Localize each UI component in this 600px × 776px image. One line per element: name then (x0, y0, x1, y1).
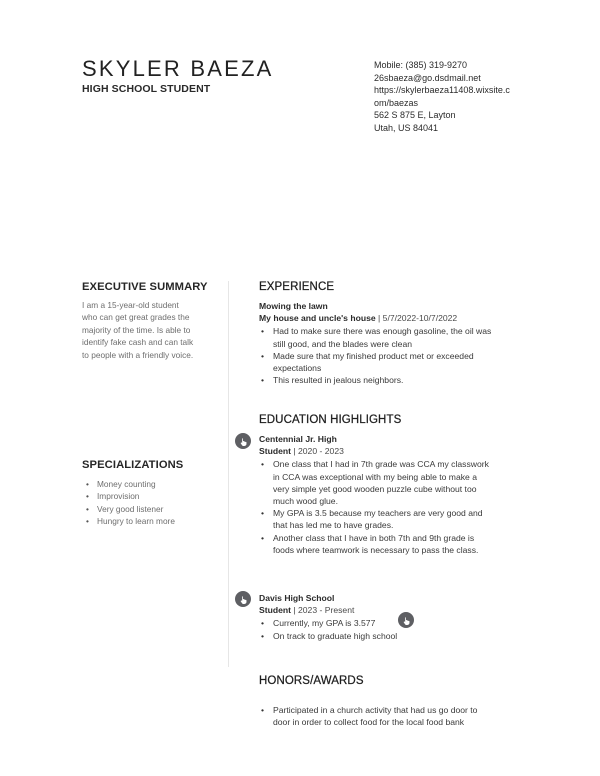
experience-bullets (259, 325, 539, 386)
education-dates: 2020 - 2023 (298, 446, 344, 457)
hand-pointer-icon[interactable] (398, 612, 414, 628)
summary-line: who can get great grades the (82, 312, 190, 323)
bullet-item (259, 458, 539, 507)
honors-heading: HONORS/AWARDS (259, 675, 364, 687)
contact-website-line1[interactable]: https://skylerbaeza11408.wixsite.c (374, 85, 510, 96)
bullet-item (259, 630, 539, 642)
executive-summary-text (82, 299, 222, 361)
bullet-line: • This resulted in jealous neighbors. (273, 375, 404, 386)
candidate-role: HIGH SCHOOL STUDENT (82, 83, 211, 95)
contact-block (374, 59, 544, 135)
specialization-item: • Hungry to learn more (86, 515, 175, 527)
executive-summary-heading: EXECUTIVE SUMMARY (82, 281, 208, 293)
contact-address-line1: 562 S 875 E, Layton (374, 110, 456, 121)
bullet-line: • My GPA is 3.5 because my teachers are very good and (273, 508, 483, 519)
contact-mobile: Mobile: (385) 319-9270 (374, 60, 468, 70)
experience-heading: EXPERIENCE (259, 281, 335, 293)
bullet-line: • Another class that I have in both 7th and 9th grade is (273, 532, 475, 543)
summary-line: I am a 15-year-old student (82, 300, 179, 310)
contact-email[interactable]: 26sbaeza@go.dsdmail.net (374, 72, 481, 83)
bullet-line: in CCA was exceptional with my being able to make a (273, 471, 477, 482)
bullet-line: • Currently, my GPA is 3.577 (273, 618, 376, 629)
education-bullets (259, 458, 539, 556)
bullet-line: foods where teamwork is necessary to pass the class. (273, 544, 479, 555)
column-divider (228, 281, 229, 667)
bullet-line: • Had to make sure there was enough gasoline, the oil was (273, 326, 492, 337)
bullet-line: much wood glue. (273, 496, 338, 507)
bullet-item (259, 507, 539, 531)
education-dates: 2023 - Present (298, 605, 355, 616)
specializations-list (86, 478, 175, 528)
hand-pointer-glyph (239, 595, 248, 604)
education-role: Student (259, 446, 291, 457)
bullet-line: • One class that I had in 7th grade was CCA my classwork (273, 459, 489, 470)
experience-place: My house and uncle's house (259, 313, 376, 324)
honors-item (259, 703, 539, 728)
summary-line: to people with a friendly voice. (82, 349, 194, 360)
bullet-line: that has led me to have grades. (273, 520, 394, 531)
summary-line: identify fake cash and can talk (82, 337, 194, 348)
hand-pointer-icon[interactable] (235, 591, 251, 607)
hand-pointer-icon[interactable] (235, 433, 251, 449)
experience-title: Mowing the lawn (259, 301, 328, 311)
bullet-line: • On track to graduate high school (273, 630, 398, 641)
bullet-item (259, 374, 539, 386)
honors-bullets (259, 704, 539, 728)
bullet-line: expectations (273, 363, 322, 374)
bullet-item (259, 325, 539, 349)
hand-pointer-glyph (402, 616, 411, 625)
separator: | (293, 605, 296, 616)
bullet-item (259, 532, 539, 556)
candidate-name: SKYLER BAEZA (82, 56, 274, 81)
bullet-item (259, 350, 539, 374)
contact-website-line2[interactable]: om/baezas (374, 97, 419, 108)
education-heading: EDUCATION HIGHLIGHTS (259, 414, 402, 426)
experience-dates: 5/7/2022-10/7/2022 (382, 313, 458, 324)
bullet-line: very simple yet good wooden puzzle cube without too (273, 483, 477, 494)
education-role: Student (259, 605, 291, 616)
specialization-item: • Very good listener (86, 503, 175, 515)
experience-subtitle (259, 312, 539, 324)
experience-item (259, 300, 539, 386)
bullet-line: • Made sure that my finished product met or exceeded (273, 350, 474, 361)
hand-pointer-glyph (239, 437, 248, 446)
education-item (259, 433, 539, 556)
contact-address-line2: Utah, US 84041 (374, 122, 439, 133)
school-name: Davis High School (259, 593, 335, 603)
specialization-item: • Money counting (86, 478, 175, 490)
separator: | (293, 446, 296, 457)
bullet-line: door in order to collect food for the local food bank (273, 717, 465, 728)
summary-line: majority of the time. Is able to (82, 324, 191, 335)
bullet-line: • Participated in a church activity that had us go door to (273, 705, 478, 715)
specializations-heading: SPECIALIZATIONS (82, 459, 184, 471)
bullet-item (259, 704, 539, 728)
school-name: Centennial Jr. High (259, 434, 337, 444)
specialization-item: • Improvision (86, 490, 175, 502)
education-subtitle (259, 445, 539, 457)
bullet-line: still good, and the blades were clean (273, 338, 413, 349)
separator: | (378, 313, 381, 324)
